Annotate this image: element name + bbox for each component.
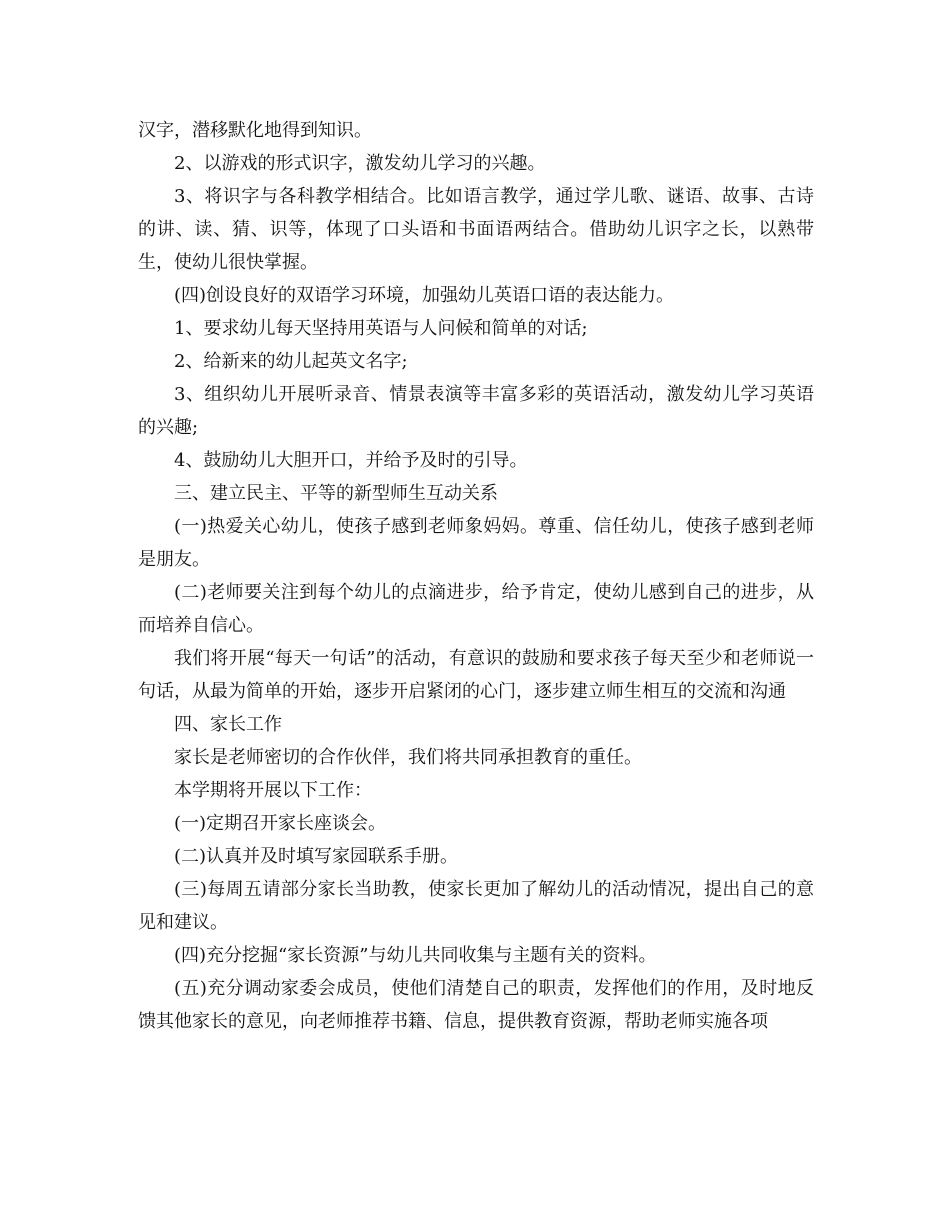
paragraph-10: (一)热爱关心幼儿，使孩子感到老师象妈妈。尊重、信任幼儿，使孩子感到老师是朋友。 [138,516,814,570]
paragraph-14: 家长是老师密切的合作伙伴，我们将共同承担教育的重任。 [174,747,642,768]
paragraph-5: 1、要求幼儿每天坚持用英语与人问候和简单的对话; [174,318,588,339]
paragraph-2: 2、以游戏的形式识字，激发幼儿学习的兴趣。 [174,153,546,174]
paragraph-18: (三)每周五请部分家长当助教，使家长更加了解幼儿的活动情况，提出自己的意见和建议。 [138,879,814,933]
paragraph-6: 2、给新来的幼儿起英文名字; [174,351,408,372]
paragraph-1: 汉字，潜移默化地得到知识。 [138,120,372,141]
paragraph-7: 3、组织幼儿开展听录音、情景表演等丰富多彩的英语活动，激发幼儿学习英语的兴趣; [138,384,814,438]
paragraph-12: 我们将开展“每天一句话”的活动，有意识的鼓励和要求孩子每天至少和老师说一句话，从最为简单的开始，逐步开启紧闭的心门，逐步建立师生相互的交流和沟通 [138,648,814,702]
paragraph-3: 3、将识字与各科教学相结合。比如语言教学，通过学儿歌、谜语、故事、古诗的讲、读、猜、识等，体现了口头语和书面语两结合。借助幼儿识字之长，以熟带生，使幼儿很快掌握。 [138,186,814,273]
section-heading-3: 三、建立民主、平等的新型师生互动关系 [174,483,498,504]
paragraph-4: (四)创设良好的双语学习环境，加强幼儿英语口语的表达能力。 [174,285,675,306]
paragraph-15: 本学期将开展以下工作： [174,780,372,801]
paragraph-16: (一)定期召开家长座谈会。 [174,813,387,834]
document-body [138,114,814,1038]
paragraph-19: (四)充分挖掘“家长资源”与幼儿共同收集与主题有关的资料。 [174,945,657,966]
paragraph-11: (二)老师要关注到每个幼儿的点滴进步，给予肯定，使幼儿感到自己的进步，从而培养自信心。 [138,582,814,636]
paragraph-17: (二)认真并及时填写家园联系手册。 [174,846,459,867]
section-heading-4: 四、家长工作 [174,714,282,735]
paragraph-8: 4、鼓励幼儿大胆开口，并给予及时的引导。 [174,450,528,471]
paragraph-20: (五)充分调动家委会成员，使他们清楚自己的职责，发挥他们的作用，及时地反馈其他家长的意见，向老师推荐书籍、信息，提供教育资源，帮助老师实施各项 [138,978,814,1032]
